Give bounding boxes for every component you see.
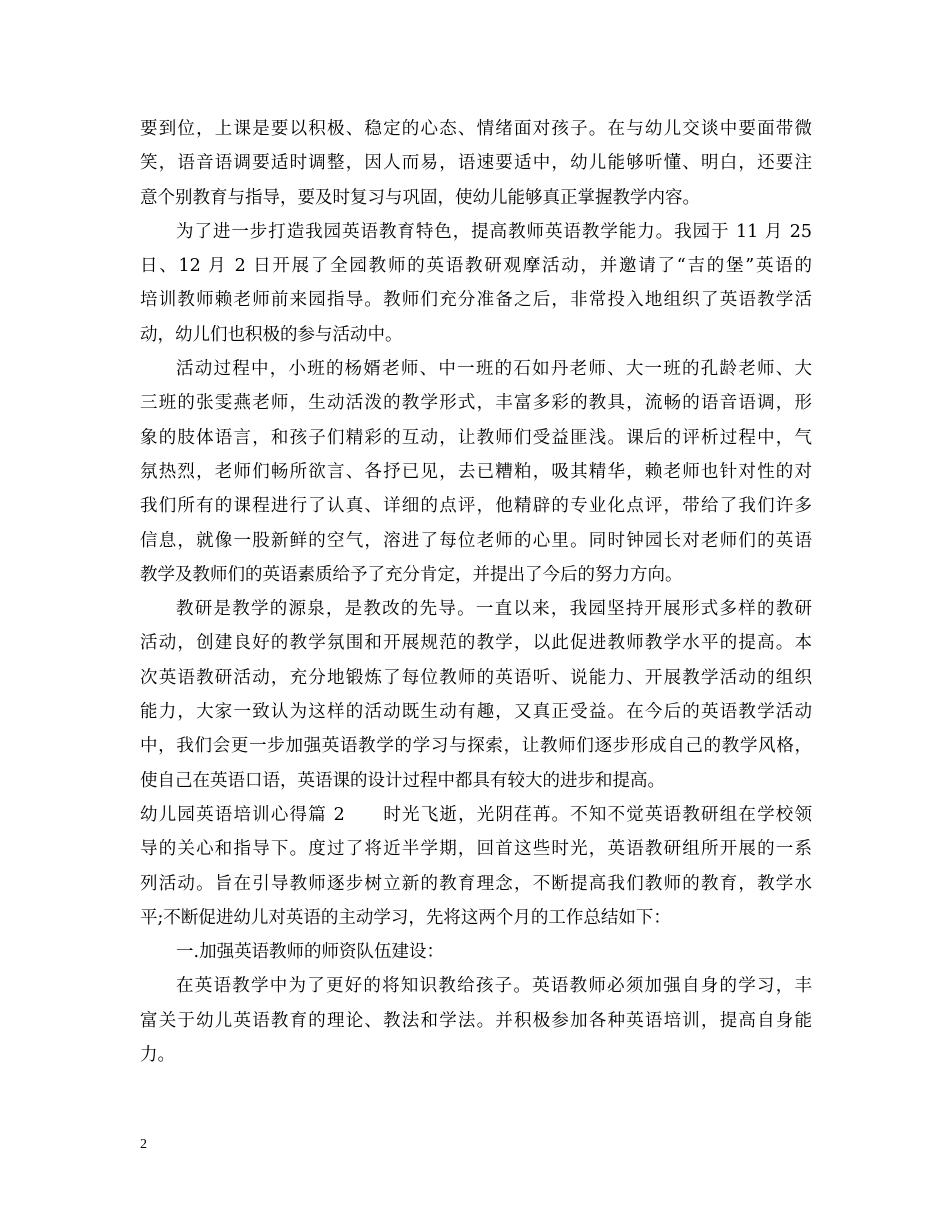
text-line: 我们所有的课程进行了认真、详细的点评，他精辟的专业化点评，带给了我们许多 [140,496,812,517]
text-line: 象的肢体语言，和孩子们精彩的互动，让教师们受益匪浅。课后的评析过程中，气 [140,427,812,448]
text-line: 教学及教师们的英语素质给予了充分肯定，并提出了今后的努力方向。 [140,564,683,585]
text-line: 力。 [140,1045,175,1066]
text-line: 笑，语音语调要适时调整，因人而易，语速要适中，幼儿能够听懂、明白，还要注 [140,153,812,174]
text-line: 幼儿园英语培训心得篇 2 时光飞逝，光阴荏苒。不知不觉英语教研组在学校领 [140,804,812,825]
text-line: 活动过程中，小班的杨婿老师、中一班的石如丹老师、大一班的孔龄老师、大 [176,359,812,380]
text-line: 三班的张雯燕老师，生动活泼的教学形式，丰富多彩的教具，流畅的语音语调，形 [140,393,812,414]
text-line: 活动，创建良好的教学氛围和开展规范的教学，以此促进教师教学水平的提高。本 [140,633,812,654]
text-line: 平;不断促进幼儿对英语的主动学习，先将这两个月的工作总结如下： [140,907,671,928]
page-number: 2 [140,1137,147,1152]
text-line: 中，我们会更一步加强英语教学的学习与探索，让教师们逐步形成自己的教学风格， [140,736,812,757]
text-line: 使自己在英语口语，英语课的设计过程中都具有较大的进步和提高。 [140,770,665,791]
text-line: 意个别教育与指导，要及时复习与巩固，使幼儿能够真正掌握教学内容。 [140,187,700,208]
text-line: 列活动。旨在引导教师逐步树立新的教育理念，不断提高我们教师的教育，教学水 [140,873,812,894]
text-line: 一.加强英语教师的师资队伍建设： [176,942,445,963]
text-line: 日、12 月 2 日开展了全园教师的英语教研观摩活动，并邀请了“吉的堡”英语的 [140,256,812,277]
text-line: 次英语教研活动，充分地锻炼了每位教师的英语听、说能力、开展教学活动的组织 [140,667,812,688]
text-line: 在英语教学中为了更好的将知识教给孩子。英语教师必须加强自身的学习，丰 [176,976,812,997]
text-line: 培训教师赖老师前来园指导。教师们充分准备之后，非常投入地组织了英语教学活 [140,290,812,311]
text-line: 富关于幼儿英语教育的理论、教法和学法。并积极参加各种英语培训，提高自身能 [140,1010,812,1031]
text-line: 教研是教学的源泉，是教改的先导。一直以来，我园坚持开展形式多样的教研 [176,599,812,620]
document-body [140,112,812,1072]
text-line: 信息，就像一股新鲜的空气，溶进了每位老师的心里。同时钟园长对老师们的英语 [140,530,812,551]
text-line: 要到位，上课是要以积极、稳定的心态、情绪面对孩子。在与幼儿交谈中要面带微 [140,119,812,139]
text-line: 能力，大家一致认为这样的活动既生动有趣，又真正受益。在今后的英语教学活动 [140,702,812,723]
text-line: 为了进一步打造我园英语教育特色，提高教师英语教学能力。我园于 11 月 25 [176,221,812,242]
text-line: 动，幼儿们也积极的参与活动中。 [140,324,403,345]
text-line: 导的关心和指导下。度过了将近半学期，回首这些时光，英语教研组所开展的一系 [140,839,812,860]
text-line: 氛热烈，老师们畅所欲言、各抒已见，去已糟粕，吸其精华，赖老师也针对性的对 [140,461,812,482]
